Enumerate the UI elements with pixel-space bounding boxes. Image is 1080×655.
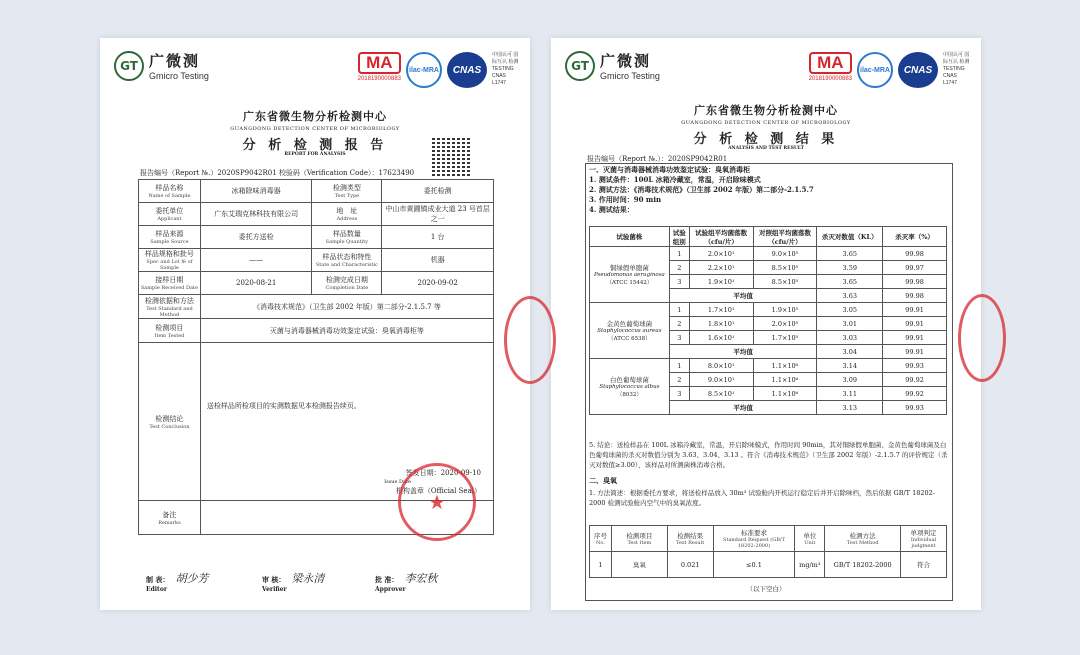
s1-results: 4. 测试结果： — [589, 205, 634, 214]
avg-kl: 3.04 — [817, 345, 883, 359]
table-cell: 1.8×10¹ — [689, 317, 753, 331]
column-header: 检测项目 Test Item — [611, 526, 667, 552]
field-value: 委托方送检 — [200, 226, 312, 249]
column-header: 试验组别 — [669, 227, 689, 247]
cert-marks — [358, 52, 520, 88]
column-header: 对照组平均菌落数（cfu/片） — [753, 227, 817, 247]
s1-time: 3. 作用时间：90 min — [589, 195, 662, 204]
issue-date: 签发日期：2020-09-10 — [405, 469, 481, 477]
report-number: 报告编号（Report №.）：2020SP9042R01 — [587, 155, 728, 163]
column-header: 试验组平均菌落数（cfu/片） — [689, 227, 753, 247]
table-cell: 符合 — [901, 552, 947, 578]
editor-signature: 胡少芳 — [175, 572, 209, 585]
field-label: 接样日期 Sample Received Date — [139, 272, 201, 295]
table-cell: 3 — [669, 387, 689, 401]
center-title: 广东省微生物分析检测中心 — [243, 110, 387, 123]
field-label: 检测完成日期 Completion Date — [312, 272, 382, 295]
table-cell: 1.1×10⁶ — [753, 359, 817, 373]
result-title: 分 析 检 测 结 果 — [693, 132, 839, 147]
column-header: 试验菌株 — [590, 227, 670, 247]
table-row — [590, 303, 947, 317]
report-number: 报告编号（Report №.）2020SP9042R01 校验码（Verification Code）：17623490 — [140, 169, 415, 177]
column-header: 检测结果 Test Result — [667, 526, 713, 552]
s1-title: 一、灭菌与消毒器械消毒功效鉴定试验：臭氧消毒柜 — [589, 165, 750, 174]
field-label: 样品数量 Sample Quantity — [312, 226, 382, 249]
table-cell: 3 — [669, 275, 689, 289]
table-cell: 2.0×10¹ — [689, 247, 753, 261]
report-title-en: REPORT FOR ANALYSIS — [284, 152, 346, 157]
report-result-page — [551, 38, 981, 610]
cert-marks — [809, 52, 971, 88]
table-row: 检测依据和方法 Test Standard and Method 《消毒技术规范》（卫生部 2002 年版）第二部分-2.1.5.7 等 — [139, 295, 494, 319]
qr-code-icon — [432, 138, 470, 176]
avg-rate: 99.93 — [883, 401, 947, 415]
table-cell: 3.14 — [817, 359, 883, 373]
avg-label: 平均值 — [669, 345, 817, 359]
table-cell: 99.91 — [883, 317, 947, 331]
table-cell: 9.0×10¹ — [689, 373, 753, 387]
ilac-mra-icon: ilac-MRA — [406, 52, 442, 88]
edge-seal-stamp-right — [958, 294, 1006, 382]
field-value: 冰箱除味消毒器 — [200, 180, 312, 203]
table-cell: 1 — [669, 247, 689, 261]
column-header: 杀灭率（%） — [883, 227, 947, 247]
verifier-sign: 审 核： 梁永清 Verifier — [262, 572, 325, 593]
field-value: 2020-09-02 — [382, 272, 494, 295]
cnas-text: 中国认可 国际互认 检测 TESTING CNAS L1747 — [492, 52, 519, 86]
logo-cn: 广微测 — [149, 52, 201, 70]
field-label: 检测类型 Test Type — [312, 180, 382, 203]
remarks-label: 备注 — [162, 510, 177, 519]
s2-text: 1. 方法简述：根据委托方要求，将送检样品放入 30m³ 试验舱内开机运行稳定后并开启除味档，然后依据 GB/T 18202-2000 检测试验舱内空气中的臭氧浓度。 — [589, 489, 935, 507]
table-cell: 8.5×10⁵ — [753, 261, 817, 275]
cnas-icon: CNAS — [447, 52, 487, 88]
issue-date-en: Issue Date — [384, 479, 411, 485]
center-title-en: GUANGDONG DETECTION CENTER OF MICROBIOLOGY — [230, 126, 400, 132]
report-title: 分 析 检 测 报 告 — [242, 138, 388, 153]
avg-rate: 99.98 — [883, 289, 947, 303]
editor-sign: 制 表： 胡少芳 Editor — [146, 572, 209, 593]
table-row: 备注 Remarks — [139, 501, 494, 535]
s1-condition: 1. 测试条件：100L 冰箱冷藏室，常温，开启除味模式 — [589, 175, 761, 184]
table-cell: 9.0×10⁵ — [753, 247, 817, 261]
table-cell: 3.09 — [817, 373, 883, 387]
table-cell: 99.91 — [883, 303, 947, 317]
table-cell: 臭氧 — [611, 552, 667, 578]
gmicro-logo — [565, 50, 660, 81]
table-row — [590, 552, 947, 578]
cnas-icon: CNAS — [898, 52, 938, 88]
field-value: 2020-08-21 — [200, 272, 312, 295]
field-value: 中山市黄圃镇成业大道 23 号首层之一 — [382, 203, 494, 226]
gt-logo-icon: GT — [114, 51, 144, 81]
table-cell: 1 — [669, 303, 689, 317]
center-title: 广东省微生物分析检测中心 — [694, 104, 838, 117]
table-row — [590, 359, 947, 373]
table-row — [139, 180, 494, 203]
table-cell: ≤0.1 — [713, 552, 795, 578]
s1-method: 2. 测试方法：《消毒技术规范》（卫生部 2002 年版）第二部分-2.1.5.7 — [589, 185, 814, 194]
strain-cell: 铜绿假单胞菌 Pseudomonas aeruginosa （ATCC 15442） — [590, 247, 670, 303]
conclusion-value: 送检样品所检项目的实测数据见本检测报告续页。 — [206, 402, 361, 410]
avg-label: 平均值 — [669, 289, 817, 303]
table-cell: 3 — [669, 331, 689, 345]
logo-cn: 广微测 — [600, 52, 652, 70]
table-cell: 2 — [669, 317, 689, 331]
strain-cell: 金黄色葡萄球菌 Staphylococcus aureus （ATCC 6538） — [590, 303, 670, 359]
table-cell: 2 — [669, 373, 689, 387]
table-cell: 1 — [590, 552, 612, 578]
table-cell: 99.91 — [883, 331, 947, 345]
blank-note: （以下空白） — [746, 585, 786, 593]
conclusion-label: 检测结论 — [155, 414, 184, 423]
column-header: 杀灭对数值（KL） — [817, 227, 883, 247]
table-cell: 99.92 — [883, 373, 947, 387]
cnas-text: 中国认可 国际互认 检测 TESTING CNAS L1747 — [943, 52, 970, 86]
table-cell: mg/m³ — [795, 552, 825, 578]
table-cell: 3.65 — [817, 275, 883, 289]
field-value: —— — [200, 249, 312, 272]
ozone-result-table — [589, 525, 947, 578]
approver-signature: 李宏秋 — [404, 572, 438, 585]
table-row: 检测结论 Test Conclusion 送检样品所检项目的实测数据见本检测报告续页。 签发日期：2020-09-10 Issue Date 机构盖章（Official Seal） — [139, 343, 494, 501]
table-row — [139, 272, 494, 295]
table-cell: 3.59 — [817, 261, 883, 275]
s2-title: 二、臭氧 — [589, 476, 617, 485]
item-value: 灭菌与消毒器械消毒功效鉴定试验：臭氧消毒柜等 — [200, 319, 493, 343]
table-cell: 0.021 — [667, 552, 713, 578]
table-cell: 8.5×10¹ — [689, 387, 753, 401]
cma-icon: MA — [809, 52, 852, 74]
field-value: 1 台 — [382, 226, 494, 249]
report-cover-page — [100, 38, 530, 610]
table-cell: 1 — [669, 359, 689, 373]
table-cell: 3.01 — [817, 317, 883, 331]
table-cell: 99.93 — [883, 359, 947, 373]
logo-en: Gmicro Testing — [149, 71, 209, 81]
field-label: 委托单位 Applicant — [139, 203, 201, 226]
field-label: 样品规格和批号 Spec and Lot № of Sample — [139, 249, 201, 272]
gt-logo-icon: GT — [565, 51, 595, 81]
table-cell: 1.1×10⁶ — [753, 373, 817, 387]
field-value: 广东艾瑞克林科技有限公司 — [200, 203, 312, 226]
table-cell: 3.03 — [817, 331, 883, 345]
avg-label: 平均值 — [669, 401, 817, 415]
table-cell: 2.2×10¹ — [689, 261, 753, 275]
table-cell: 1.9×10⁵ — [753, 303, 817, 317]
table-cell: 1.7×10¹ — [689, 303, 753, 317]
field-label: 样品名称 Name of Sample — [139, 180, 201, 203]
table-cell: 2.0×10⁵ — [753, 317, 817, 331]
table-cell: 99.98 — [883, 247, 947, 261]
field-value: 委托检测 — [382, 180, 494, 203]
std-label: 检测依据和方法 — [144, 296, 194, 305]
conclusion-text: 5. 结论：送检样品在 100L 冰箱冷藏室，常温，开启除味模式，作用时间 90min，其对铜绿假单胞菌、金黄色葡萄球菌及白色葡萄球菌的杀灭对数值分别为 3.63、3.04、3.13 。符合《消毒技术规范》（卫生部 2002 年版）-2.1.5.7 的评价规定（杀灭对数值≥3.00），该样品对所测菌株消毒合格。 — [589, 441, 948, 469]
table-cell: 8.5×10⁵ — [753, 275, 817, 289]
table-cell: 2 — [669, 261, 689, 275]
avg-kl: 3.13 — [817, 401, 883, 415]
table-cell: 3.05 — [817, 303, 883, 317]
logo-en: Gmicro Testing — [600, 71, 660, 81]
table-row — [590, 247, 947, 261]
table-cell: 8.0×10¹ — [689, 359, 753, 373]
result-title-en: ANALYSIS AND TEST RESULT — [728, 146, 804, 151]
table-cell: 1.6×10¹ — [689, 331, 753, 345]
table-cell: 99.97 — [883, 261, 947, 275]
table-cell: 3.11 — [817, 387, 883, 401]
gmicro-logo — [114, 50, 209, 81]
official-seal-label: 机构盖章（Official Seal） — [395, 487, 481, 495]
official-seal-stamp: ★ — [398, 463, 476, 541]
cma-number: 2018190000883 — [808, 76, 852, 82]
std-value: 《消毒技术规范》（卫生部 2002 年版）第二部分-2.1.5.7 等 — [200, 295, 493, 319]
field-label: 样品来源 Sample Source — [139, 226, 201, 249]
column-header: 标准要求 Standard Request (GB/T 18202-2000) — [713, 526, 795, 552]
table-cell: 1.7×10⁵ — [753, 331, 817, 345]
field-label: 样品状态和特性 State and Characteristic — [312, 249, 382, 272]
center-title-en: GUANGDONG DETECTION CENTER OF MICROBIOLOGY — [681, 120, 851, 126]
section-1 — [589, 165, 949, 215]
avg-rate: 99.91 — [883, 345, 947, 359]
table-row — [139, 203, 494, 226]
table-row — [139, 249, 494, 272]
edge-seal-stamp — [504, 296, 556, 384]
approver-sign: 批 准： 李宏秋 Approver — [375, 572, 438, 593]
cma-icon: MA — [358, 52, 401, 74]
table-cell: 99.98 — [883, 275, 947, 289]
cma-number: 2018190000883 — [357, 76, 401, 82]
column-header: 检测方法 Test Method — [825, 526, 901, 552]
ilac-mra-icon: ilac-MRA — [857, 52, 893, 88]
table-row — [139, 226, 494, 249]
column-header: 序号 No. — [590, 526, 612, 552]
bacteria-result-table — [589, 226, 947, 415]
table-cell: 1.9×10¹ — [689, 275, 753, 289]
table-header-row — [590, 526, 947, 552]
table-cell: 99.92 — [883, 387, 947, 401]
table-cell: 1.1×10⁶ — [753, 387, 817, 401]
field-value: 机器 — [382, 249, 494, 272]
table-row: 检测项目 Item Tested 灭菌与消毒器械消毒功效鉴定试验：臭氧消毒柜等 — [139, 319, 494, 343]
item-label: 检测项目 — [155, 323, 184, 332]
table-cell: GB/T 18202-2000 — [825, 552, 901, 578]
column-header: 单位 Unit — [795, 526, 825, 552]
field-label: 地 址 Address — [312, 203, 382, 226]
verifier-signature: 梁永清 — [291, 572, 325, 585]
strain-cell: 白色葡萄球菌 Staphylococcus albus （8032） — [590, 359, 670, 415]
column-header: 单项判定 Individual judgment — [901, 526, 947, 552]
table-cell: 3.65 — [817, 247, 883, 261]
table-header-row — [590, 227, 947, 247]
avg-kl: 3.63 — [817, 289, 883, 303]
